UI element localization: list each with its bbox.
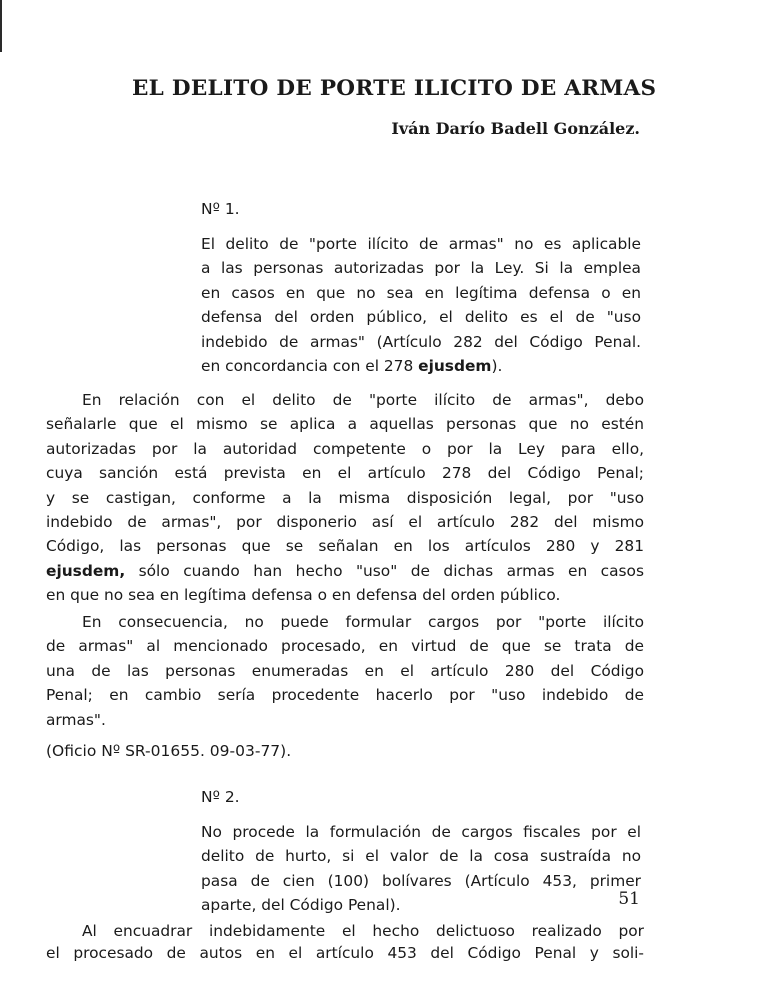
section-1-heading: Nº 1. [201, 200, 240, 218]
document-title: EL DELITO DE PORTE ILICITO DE ARMAS [132, 76, 657, 101]
paragraph-line: Penal; en cambio sería procedente hacerlo por "uso indebido de [46, 686, 644, 705]
office-reference: (Oficio Nº SR-01655. 09-03-77). [46, 742, 292, 760]
summary-line: El delito de "porte ilícito de armas" no es aplicable [201, 235, 641, 253]
section-1-paragraph-2 [46, 610, 644, 732]
paragraph-line: autorizadas por la autoridad competente o por la Ley para ello, [46, 439, 644, 458]
section-2-summary [201, 820, 641, 918]
paragraph-line: de armas" al mencionado procesado, en virtud de que se trata de [46, 637, 644, 656]
bold-term: ejusdem, [46, 561, 126, 580]
paragraph-line: una de las personas enumeradas en el artículo 280 del Código [46, 661, 644, 680]
paragraph-line-last: en que no sea en legítima defensa o en defensa del orden público. [46, 586, 561, 605]
summary-line: pasa de cien (100) bolívares (Artículo 453, primer [201, 871, 641, 890]
summary-line-last [201, 354, 641, 378]
paragraph-line: Al encuadrar indebidamente el hecho delictuoso realizado por [82, 922, 644, 940]
paragraph-line: Código, las personas que se señalan en los artículos 280 y 281 [46, 537, 644, 556]
scan-edge-line [0, 0, 2, 52]
summary-line: defensa del orden público, el delito es el de "uso [201, 308, 641, 327]
summary-text: en concordancia con el 278 [201, 356, 419, 375]
paragraph-line: indebido de armas", por disponerio así el artículo 282 del mismo [46, 512, 644, 531]
summary-line: No procede la formulación de cargos fiscales por el [201, 823, 641, 841]
summary-line-last: aparte, del Código Penal). [201, 896, 401, 915]
paragraph-line: y se castigan, conforme a la misma disposición legal, por "uso [46, 488, 644, 507]
author-name: Iván Darío Badell González. [391, 119, 640, 138]
paragraph-text: sólo cuando han hecho "uso" de dichas armas en casos [125, 561, 644, 580]
paragraph-line: señalarle que el mismo se aplica a aquellas personas que no estén [46, 415, 644, 434]
summary-line: en casos en que no sea en legítima defensa o en [201, 283, 641, 302]
summary-tail: ). [491, 356, 503, 375]
summary-bold-term: ejusdem [418, 356, 492, 375]
section-2-heading: Nº 2. [201, 788, 240, 806]
section-1-paragraph-1 [46, 388, 644, 608]
summary-line: a las personas autorizadas por la Ley. Si la emplea [201, 259, 641, 278]
paragraph-line: el procesado de autos en el artículo 453 del Código Penal y soli- [46, 944, 644, 962]
section-2-paragraph-1 [46, 920, 644, 964]
paragraph-line: En consecuencia, no puede formular cargos por "porte ilícito [82, 613, 644, 631]
summary-line: indebido de armas" (Artículo 282 del Código Penal. [201, 332, 641, 351]
summary-line: delito de hurto, si el valor de la cosa sustraída no [201, 847, 641, 866]
section-1-summary [201, 232, 641, 378]
page-number: 51 [618, 889, 640, 909]
paragraph-line: En relación con el delito de "porte ilícito de armas", debo [82, 391, 644, 409]
paragraph-line: cuya sanción está prevista en el artículo 278 del Código Penal; [46, 464, 644, 483]
paragraph-line-last: armas". [46, 710, 106, 729]
paragraph-line-bold [46, 559, 644, 583]
